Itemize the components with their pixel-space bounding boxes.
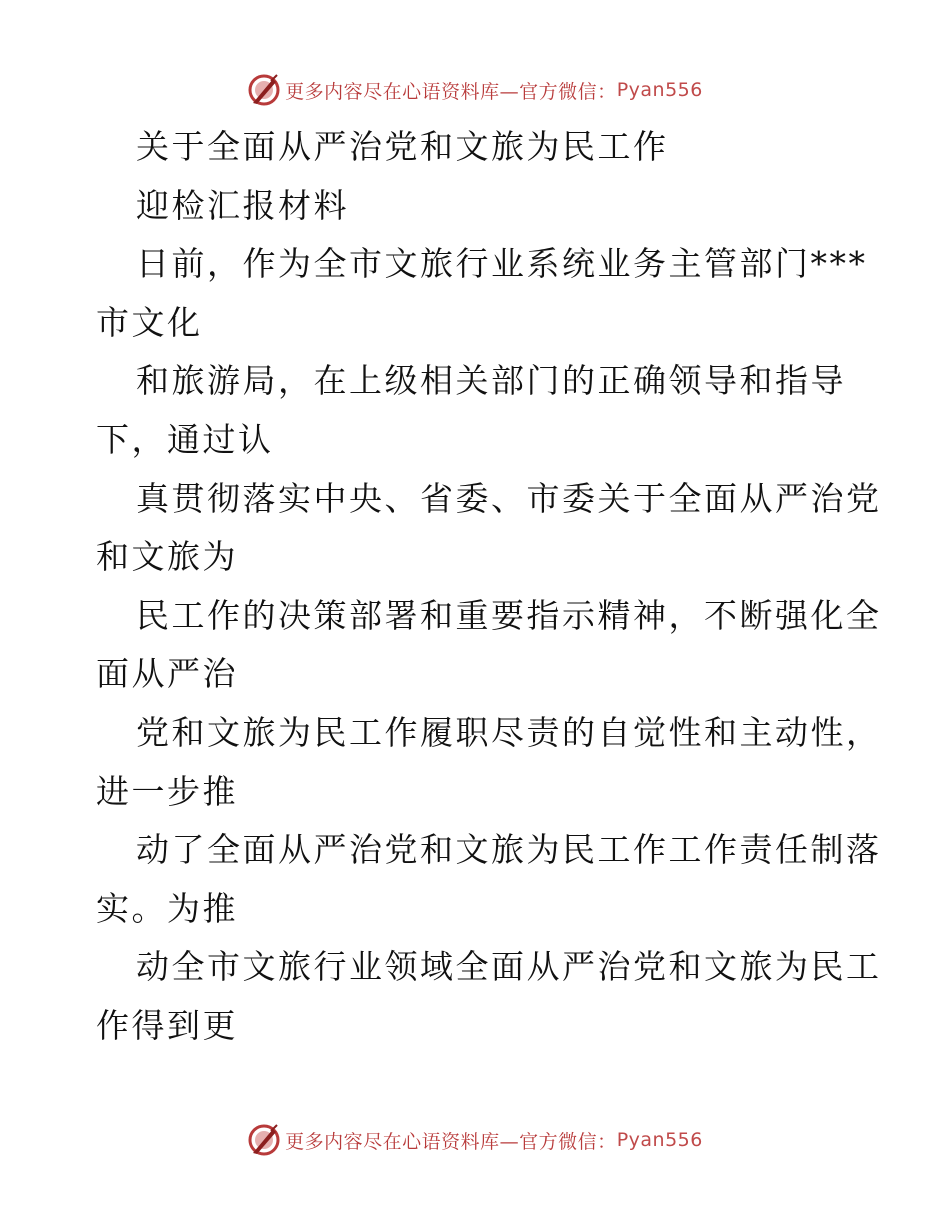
- document-line: 民工作的决策部署和重要指示精神，不断强化全: [136, 595, 882, 635]
- document-line: 党和文旅为民工作履职尽责的自觉性和主动性，: [136, 712, 882, 752]
- quill-pen-logo-icon: [247, 1123, 281, 1157]
- banner-official-label: 官方微信：: [519, 1130, 617, 1153]
- document-line: 日前，作为全市文旅行业系统业务主管部门***: [136, 244, 868, 284]
- document-line: 实。为推: [96, 888, 238, 928]
- document-line: 面从严治: [96, 654, 238, 694]
- document-line: 作得到更: [96, 1005, 238, 1045]
- banner-wechat-id: Pyan556: [616, 1129, 703, 1151]
- document-line: 进一步推: [96, 771, 238, 811]
- document-line: 市文化: [96, 302, 203, 342]
- document-line: 动全市文旅行业领域全面从严治党和文旅为民工: [136, 947, 882, 987]
- document-line: 关于全面从严治党和文旅为民工作: [136, 127, 669, 166]
- footer-watermark-banner: [0, 1120, 950, 1160]
- document-line: 真贯彻落实中央、省委、市委关于全面从严治党: [136, 478, 882, 518]
- banner-official-label: 官方微信：: [519, 80, 617, 103]
- document-line: 迎检汇报材料: [136, 185, 349, 225]
- banner-wechat-id: Pyan556: [616, 79, 703, 101]
- document-line: 下，通过认: [96, 419, 274, 459]
- document-body: [96, 118, 882, 1056]
- banner-site-text: 更多内容尽在心语资料库—: [285, 1130, 520, 1153]
- document-line: 和文旅为: [96, 537, 238, 577]
- document-line: 动了全面从严治党和文旅为民工作工作责任制落: [136, 830, 882, 870]
- quill-pen-logo-icon: [247, 73, 281, 107]
- banner-site-text: 更多内容尽在心语资料库—: [285, 80, 520, 103]
- document-line: 和旅游局，在上级相关部门的正确领导和指导: [136, 361, 846, 401]
- header-watermark-banner: [0, 70, 950, 110]
